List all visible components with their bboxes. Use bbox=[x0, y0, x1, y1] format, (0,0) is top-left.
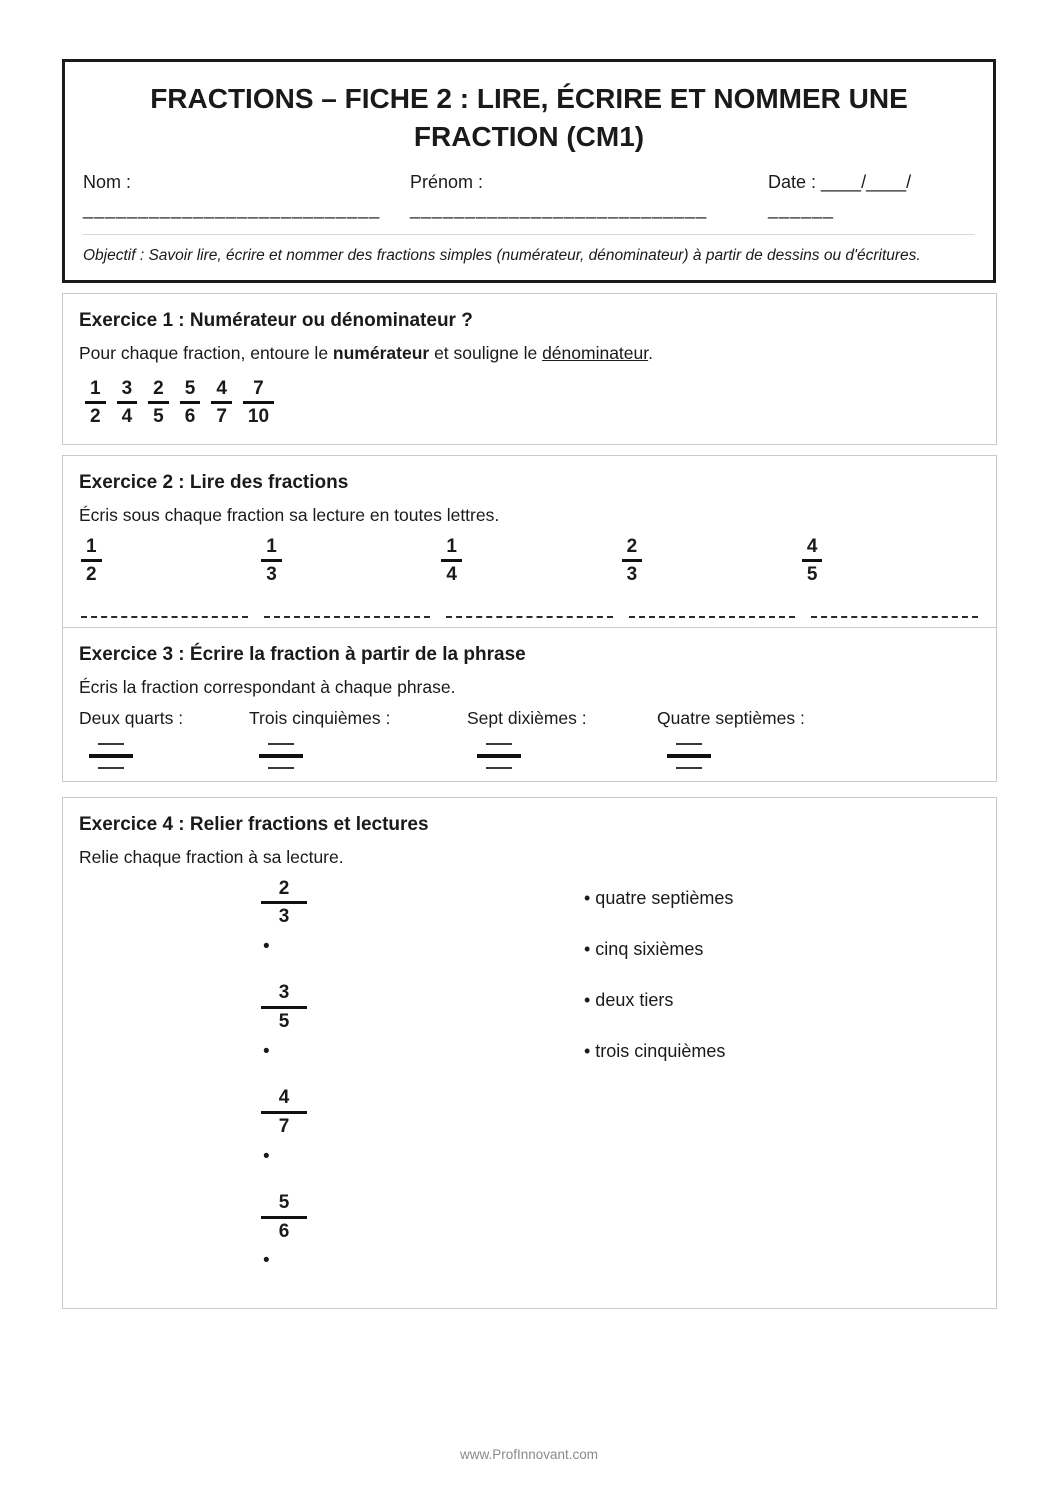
name-blank-line: ___________________________ bbox=[83, 198, 381, 219]
blank-fraction-bar bbox=[477, 754, 521, 758]
fraction-denominator: 6 bbox=[184, 406, 196, 428]
fraction bbox=[148, 378, 169, 429]
exercise-3-title: Exercice 3 : Écrire la fraction à partir de la phrase bbox=[79, 644, 526, 665]
fraction-numerator: 5 bbox=[278, 1191, 290, 1213]
exercise-4-body bbox=[79, 878, 980, 1297]
fraction-numerator: 1 bbox=[446, 535, 457, 557]
fraction-bar bbox=[261, 1006, 307, 1009]
fraction-denominator: 3 bbox=[266, 564, 277, 586]
connector-dot: • bbox=[263, 936, 270, 958]
instruction-text: Pour chaque fraction, entoure le bbox=[79, 343, 333, 363]
exercise-1-box bbox=[62, 293, 997, 445]
blank-denominator-line bbox=[98, 767, 124, 769]
fraction-cell bbox=[79, 536, 259, 587]
blank-numerator-line bbox=[676, 743, 702, 745]
fraction-denominator: 7 bbox=[216, 406, 227, 428]
phrase-label: Deux quarts : bbox=[79, 707, 184, 728]
answer-line bbox=[264, 616, 431, 618]
fraction-denominator: 2 bbox=[86, 564, 97, 586]
fraction-bar bbox=[81, 559, 102, 562]
fraction-numerator: 5 bbox=[184, 377, 196, 399]
fraction bbox=[180, 378, 201, 429]
fraction bbox=[802, 536, 823, 587]
fraction-denominator: 10 bbox=[247, 406, 270, 428]
exercise-1-instruction bbox=[79, 342, 980, 366]
header-box bbox=[62, 59, 996, 283]
fraction-numerator: 2 bbox=[153, 377, 164, 399]
phrase-label: Trois cinquièmes : bbox=[249, 707, 391, 728]
exercise-4-title: Exercice 4 : Relier fractions et lectures bbox=[79, 814, 429, 835]
instruction-text: . bbox=[648, 343, 653, 363]
fraction bbox=[261, 536, 282, 587]
fraction bbox=[117, 378, 138, 429]
fraction bbox=[261, 878, 307, 929]
connector-dot: • bbox=[263, 1145, 270, 1167]
blank-denominator-line bbox=[486, 767, 512, 769]
fraction-numerator: 2 bbox=[278, 877, 290, 899]
exercise-4-reading-column bbox=[584, 878, 980, 1297]
blank-fraction-bar bbox=[259, 754, 303, 758]
exercise-2-instruction: Écris sous chaque fraction sa lecture en toutes lettres. bbox=[79, 505, 500, 525]
fraction-numerator: 1 bbox=[90, 377, 101, 399]
instruction-bold-word: numérateur bbox=[332, 343, 430, 363]
blank-denominator-line bbox=[676, 767, 702, 769]
exercise-2-title: Exercice 2 : Lire des fractions bbox=[79, 472, 349, 493]
fraction-bar bbox=[85, 401, 106, 404]
exercise-1-fraction-row bbox=[85, 378, 980, 429]
fraction bbox=[441, 536, 462, 587]
answer-line bbox=[629, 616, 796, 618]
exercise-4-box bbox=[62, 797, 997, 1309]
instruction-underlined-word: dénominateur bbox=[542, 343, 649, 363]
fraction-match-item bbox=[261, 1087, 307, 1166]
instruction-text: et souligne le bbox=[429, 343, 543, 363]
answer-line bbox=[446, 616, 613, 618]
fraction-match-item bbox=[261, 1192, 307, 1271]
reading-option: • quatre septièmes bbox=[584, 887, 734, 908]
fraction-numerator: 4 bbox=[806, 535, 818, 557]
reading-option: • cinq sixièmes bbox=[584, 938, 704, 959]
fraction-denominator: 6 bbox=[278, 1220, 290, 1242]
fraction-match-item bbox=[261, 982, 307, 1061]
connector-dot: • bbox=[263, 1250, 270, 1272]
phrase-label: Sept dixièmes : bbox=[467, 707, 587, 728]
fraction-numerator: 2 bbox=[626, 535, 638, 557]
blank-denominator-line bbox=[268, 767, 294, 769]
fraction-denominator: 3 bbox=[626, 564, 638, 586]
date-blank-line: ______ bbox=[768, 198, 835, 219]
fraction-denominator: 4 bbox=[121, 406, 133, 428]
date-field bbox=[768, 172, 975, 220]
fraction bbox=[211, 378, 232, 429]
firstname-label: Prénom : bbox=[410, 171, 484, 192]
exercise-3-instruction: Écris la fraction correspondant à chaque phrase. bbox=[79, 677, 456, 697]
fraction-bar bbox=[261, 1111, 307, 1114]
exercise-2-answer-row bbox=[81, 616, 978, 618]
exercise-2-fraction-row bbox=[79, 536, 980, 587]
blank-fraction bbox=[259, 743, 303, 769]
fraction-bar bbox=[117, 401, 138, 404]
answer-line bbox=[811, 616, 978, 618]
fraction-numerator: 4 bbox=[278, 1087, 290, 1108]
fraction-denominator: 2 bbox=[90, 406, 101, 428]
fraction bbox=[85, 378, 106, 429]
fraction-cell bbox=[620, 536, 800, 587]
phrase-column bbox=[249, 708, 467, 769]
fraction-numerator: 1 bbox=[266, 535, 277, 557]
answer-line bbox=[81, 616, 248, 618]
fraction-numerator: 4 bbox=[216, 377, 227, 399]
fraction-numerator: 1 bbox=[86, 535, 97, 557]
footer-website: www.ProfInnovant.com bbox=[459, 1447, 599, 1462]
phrase-label: Quatre septièmes : bbox=[657, 707, 805, 728]
fraction-denominator: 5 bbox=[278, 1011, 290, 1033]
blank-fraction bbox=[89, 743, 133, 769]
fraction-denominator: 7 bbox=[278, 1115, 290, 1137]
objective-text: Objectif : Savoir lire, écrire et nommer des fractions simples (numérateur, dénominateur) à partir de dessins ou d'écritures. bbox=[83, 246, 921, 264]
blank-fraction bbox=[477, 743, 521, 769]
fraction-cell bbox=[439, 536, 619, 587]
blank-fraction-bar bbox=[667, 754, 711, 758]
fraction-bar bbox=[261, 901, 307, 904]
exercise-4-instruction: Relie chaque fraction à sa lecture. bbox=[79, 847, 344, 867]
exercise-1-title: Exercice 1 : Numérateur ou dénominateur ? bbox=[79, 310, 473, 331]
name-field bbox=[83, 172, 410, 220]
phrase-column bbox=[79, 708, 249, 769]
connector-dot: • bbox=[263, 1041, 270, 1062]
fraction-bar bbox=[261, 1216, 307, 1219]
fraction-denominator: 4 bbox=[446, 564, 457, 586]
fraction-bar bbox=[180, 401, 201, 404]
fraction-bar bbox=[211, 401, 232, 404]
exercise-3-phrase-row bbox=[79, 708, 980, 769]
page-title: FRACTIONS – FICHE 2 : LIRE, ÉCRIRE ET NOMMER UNE FRACTION (CM1) bbox=[150, 83, 908, 152]
firstname-blank-line: ___________________________ bbox=[410, 198, 708, 219]
fraction-numerator: 3 bbox=[278, 982, 290, 1004]
date-label: Date : ____/____/ bbox=[768, 171, 912, 192]
blank-fraction-bar bbox=[89, 754, 133, 758]
fraction-bar bbox=[243, 401, 274, 404]
header-divider bbox=[83, 234, 975, 235]
fraction-bar bbox=[441, 559, 462, 562]
reading-option: • trois cinquièmes bbox=[584, 1040, 726, 1061]
name-label: Nom : bbox=[83, 171, 132, 192]
exercise-3-box bbox=[62, 627, 997, 782]
fraction-match-item bbox=[261, 878, 307, 957]
fraction bbox=[261, 1087, 307, 1138]
fraction-bar bbox=[622, 559, 643, 562]
fraction-numerator: 7 bbox=[253, 377, 264, 399]
fraction bbox=[261, 1192, 307, 1243]
fraction-numerator: 3 bbox=[121, 377, 133, 399]
blank-numerator-line bbox=[486, 743, 512, 745]
fraction-cell bbox=[800, 536, 980, 587]
fraction bbox=[81, 536, 102, 587]
fraction-bar bbox=[148, 401, 169, 404]
fraction-bar bbox=[261, 559, 282, 562]
phrase-column bbox=[657, 708, 980, 769]
fraction-denominator: 5 bbox=[806, 564, 818, 586]
exercise-2-box bbox=[62, 455, 997, 637]
firstname-field bbox=[410, 172, 768, 220]
fraction bbox=[622, 536, 643, 587]
reading-option: • deux tiers bbox=[584, 989, 674, 1010]
identity-fields-row bbox=[83, 172, 975, 220]
fraction-bar bbox=[802, 559, 823, 562]
fraction-cell bbox=[259, 536, 439, 587]
blank-numerator-line bbox=[268, 743, 294, 745]
fraction-denominator: 5 bbox=[153, 406, 164, 428]
phrase-column bbox=[467, 708, 657, 769]
fraction bbox=[243, 378, 274, 429]
blank-numerator-line bbox=[98, 743, 124, 745]
exercise-4-fraction-column bbox=[79, 878, 584, 1297]
fraction bbox=[261, 982, 307, 1033]
fraction-denominator: 3 bbox=[278, 906, 290, 928]
blank-fraction bbox=[667, 743, 711, 769]
